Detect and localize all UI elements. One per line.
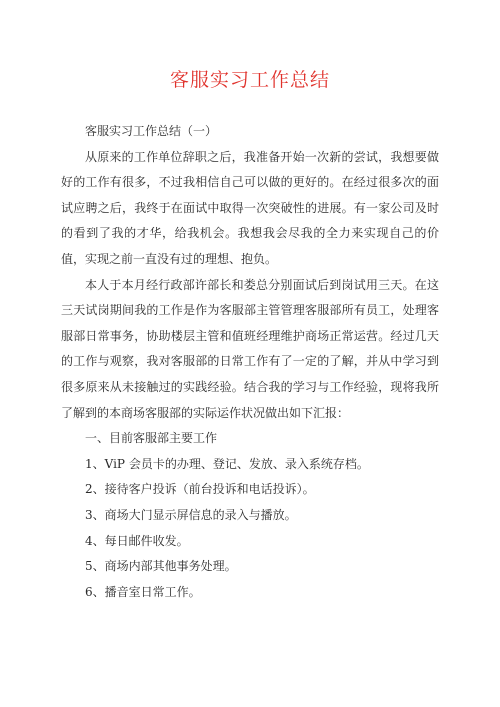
document-title: 客服实习工作总结 xyxy=(169,69,330,91)
body-paragraph: 从原来的工作单位辞职之后，我准备开始一次新的尝试，我想要做好的工作有很多，不过我相信自己可以做的更好的。在经过很多次的面试应聘之后，我终于在面试中取得一次突破性的进展。有一家公司及时的看到了我的才华，给我机会。我想我会尽我的全力来实现自己的价值，实现之前一直没有过的理想、抱负。 xyxy=(61,149,439,266)
list-item: 4、每日邮件收发。 xyxy=(85,533,189,548)
body-paragraph: 本人于本月经行政部许部长和娄总分别面试后到岗试用三天。在这三天试岗期间我的工作是作为客服部主管管理客服部所有员工，处理客服部日常事务，协助楼层主管和值班经理维护商场正常运营。经过几天的工作与观察，我对客服部的日常工作有了一定的了解，并从中学习到很多原来从未接触过的实践经验。结合我的学习与工作经验，现将我所了解到的本商场客服部的实际运作状况做出如下汇报： xyxy=(61,277,439,420)
list-item: 1、ViP 会员卡的办理、登记、发放、录入系统存档。 xyxy=(85,456,369,471)
list-item: 5、商场内部其他事务处理。 xyxy=(85,559,237,574)
list-item: 3、商场大门显示屏信息的录入与播放。 xyxy=(85,507,297,522)
document-subtitle: 客服实习工作总结（一） xyxy=(85,124,218,138)
section-heading: 一、目前客服部主要工作 xyxy=(85,431,218,446)
list-item: 2、接待客户投诉（前台投诉和电话投诉）。 xyxy=(85,482,315,497)
document-body xyxy=(61,119,439,605)
list-item: 6、播音室日常工作。 xyxy=(85,584,201,599)
